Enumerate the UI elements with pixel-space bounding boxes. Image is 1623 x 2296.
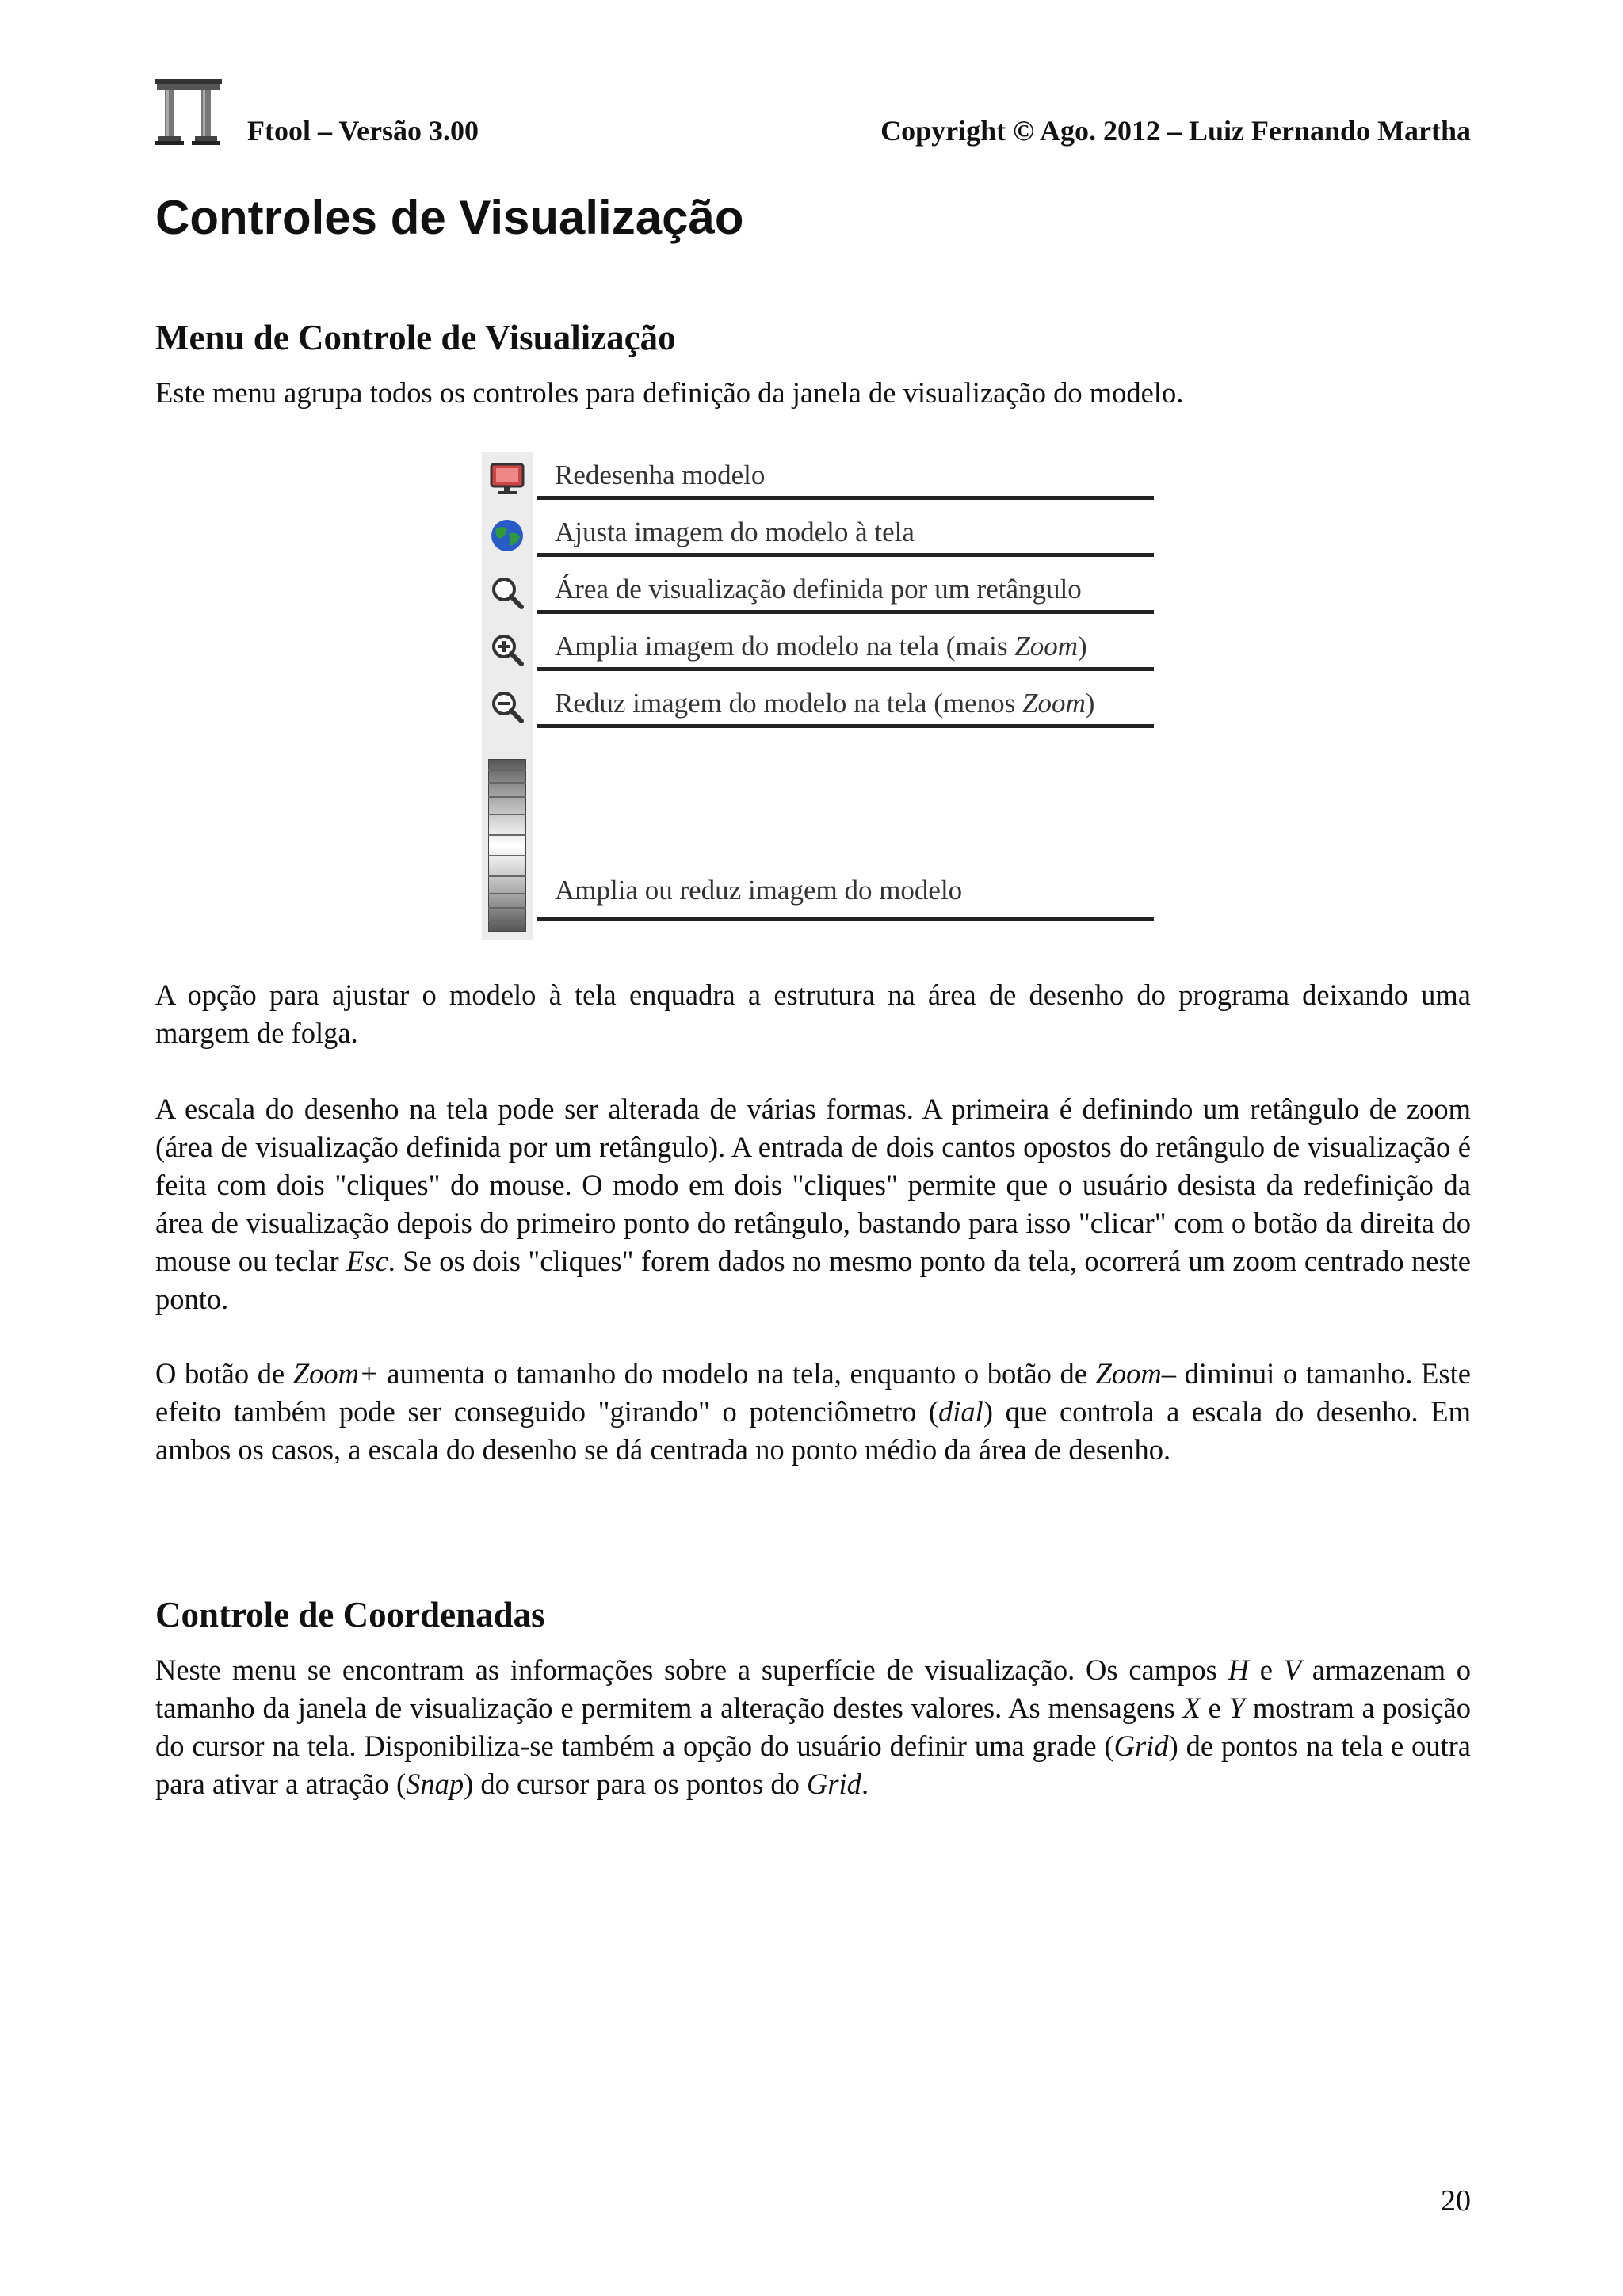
ftool-logo-icon [155, 79, 222, 146]
monitor-icon [488, 460, 526, 498]
menu-item-label: Amplia ou reduz imagem do modelo [555, 875, 963, 906]
leader-line [537, 553, 1154, 557]
menu-item-area-retangulo[interactable] [482, 566, 1154, 623]
leader-line [537, 667, 1154, 671]
menu-item-label: Área de visualização definida por um retângulo [555, 574, 1082, 605]
menu-item-label: Amplia imagem do modelo na tela (mais Zoom) [555, 631, 1087, 662]
magnifier-icon [488, 574, 526, 612]
menu-item-label: Redesenha modelo [555, 460, 766, 490]
globe-icon [488, 517, 526, 555]
page-number: 20 [1441, 2184, 1471, 2218]
visualization-menu-figure [482, 452, 1154, 940]
paragraph-zoom-rectangle: A escala do desenho na tela pode ser alterada de várias formas. A primeira é definindo um retângulo de zoom (área de visualização definida por um retângulo). A entrada de dois cantos opostos do retângulo de visualização é feita com dois "cliques" do mouse. O modo em dois "cliques" permite que o usuário desista da redefinição da área de visualização depois do primeiro ponto do retângulo, bastando para isso "clicar" com o botão da direita do mouse ou teclar Esc. Se os dois "cliques" forem dados no mesmo ponto da tela, ocorrerá um zoom centrado neste ponto. [155, 1093, 1471, 1315]
leader-line [537, 724, 1154, 728]
zoom-in-icon [488, 631, 526, 669]
leader-line [537, 496, 1154, 500]
header-right-text: Copyright © Ago. 2012 – Luiz Fernando Martha [880, 115, 1471, 147]
page-title: Controles de Visualização [155, 191, 744, 244]
menu-item-zoom-out[interactable] [482, 680, 1154, 737]
paragraph-coordinates: Neste menu se encontram as informações sobre a superfície de visualização. Os campos H e V armazenam o tamanho da janela de visualização e permitem a alteração destes valores. As mensagens X e Y mostram a posição do cursor na tela. Disponibiliza-se também a opção do usuário definir uma grade (Grid) de pontos na tela e outra para ativar a atração (Snap) do cursor para os pontos do Grid. [155, 1653, 1472, 1800]
page-header [155, 79, 1471, 151]
paragraph-zoom-buttons: O botão de Zoom+ aumenta o tamanho do modelo na tela, enquanto o botão de Zoom– diminui o tamanho. Este efeito também pode ser conseguido "girando" o potenciômetro (dial) que controla a escala do desenho. Em ambos os casos, a escala do desenho se dá centrada no ponto médio da área de desenho. [155, 1357, 1472, 1466]
paragraph-fit-screen: A opção para ajustar o modelo à tela enquadra a estrutura na área de desenho do programa deixando uma margem de folga. [155, 978, 1471, 1049]
leader-line [537, 610, 1154, 614]
zoom-out-icon [488, 688, 526, 726]
section-heading-menu: Menu de Controle de Visualização [155, 318, 676, 357]
menu-item-zoom-in[interactable] [482, 623, 1154, 680]
menu-item-label: Ajusta imagem do modelo à tela [555, 517, 915, 547]
section-intro: Este menu agrupa todos os controles para definição da janela de visualização do modelo. [155, 376, 1184, 409]
header-left-text: Ftool – Versão 3.00 [247, 115, 479, 147]
menu-item-redesenha[interactable] [482, 452, 1154, 509]
menu-item-ajusta[interactable] [482, 509, 1154, 566]
leader-line [537, 917, 1154, 921]
menu-item-dial [482, 875, 1154, 932]
section-heading-coordinates: Controle de Coordenadas [155, 1595, 545, 1634]
menu-item-label: Reduz imagem do modelo na tela (menos Zoom) [555, 688, 1095, 719]
